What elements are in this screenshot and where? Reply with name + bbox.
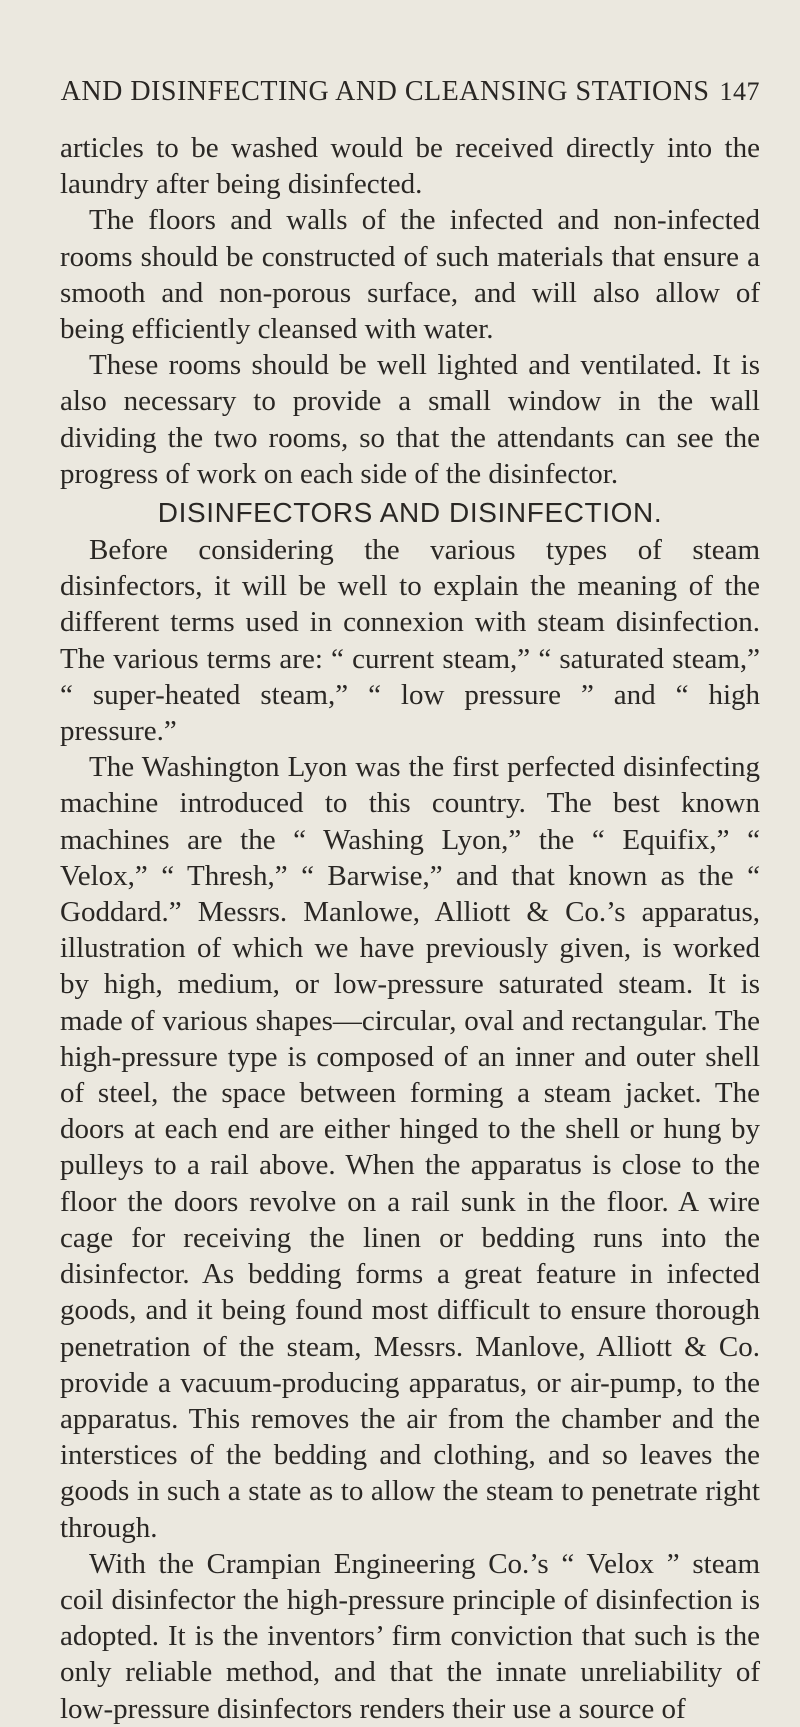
body-text <box>60 130 760 1727</box>
paragraph-steam-terms: Before considering the various types of steam disinfectors, it will be well to explain the meaning of the different terms used in connexion with steam disinfection. The various terms are: “ current steam,” “ saturated steam,” “ super-heated steam,” “ low pressure ” and “ high pressure.” <box>60 534 760 748</box>
running-head <box>60 78 760 106</box>
paragraph-continuation: articles to be washed would be received directly into the laundry after being disinfected. <box>60 132 760 201</box>
paragraph-velox: With the Crampian Engineering Co.’s “ Velox ” steam coil disinfector the high-pressure principle of disinfection is adopted. It is the inventors’ firm conviction that such is the only reliable method, and that the innate unreliability of low-pressure disinfectors renders their use a source of <box>60 1547 760 1725</box>
running-head-title: AND DISINFECTING AND CLEANSING STATIONS <box>60 76 710 107</box>
book-page <box>60 60 760 1725</box>
page-number: 147 <box>719 77 760 106</box>
paragraph-washington-lyon: The Washington Lyon was the first perfected disinfecting machine introduced to this country. The best known machines are the “ Washing Lyon,” the “ Equifix,” “ Velox,” “ Thresh,” “ Barwise,” and that known as the “ Goddard.” Messrs. Manlowe, Alliott & Co.’s apparatus, illustration of which we have previously given, is worked by high, medium, or low-pressure saturated steam. It is made of various shapes—circular, oval and rectangular. The high-pressure type is composed of an inner and outer shell of steel, the space between forming a steam jacket. The doors at each end are either hinged to the shell or hung by pulleys to a rail above. When the apparatus is close to the floor the doors revolve on a rail sunk in the floor. A wire cage for receiving the linen or bedding runs into the disinfector. As bedding forms a great feature in infected goods, and it being found most difficult to ensure thorough penetration of the steam, Messrs. Manlove, Alliott & Co. provide a vacuum-producing apparatus, or air-pump, to the apparatus. This removes the air from the chamber and the interstices of the bedding and clothing, and so leaves the goods in such a state as to allow the steam to penetrate right through. <box>60 751 760 1544</box>
paragraph-floors-walls: The floors and walls of the infected and non-infected rooms should be constructed of such materials that ensure a smooth and non-porous surface, and will also allow of being efficiently cleansed with water. <box>60 204 760 346</box>
paragraph-lighting: These rooms should be well lighted and ventilated. It is also necessary to provide a small window in the wall dividing the two rooms, so that the attendants can see the progress of work on each side of the disinfector. <box>60 349 760 490</box>
section-heading: DISINFECTORS AND DISINFECTION. <box>157 497 663 529</box>
